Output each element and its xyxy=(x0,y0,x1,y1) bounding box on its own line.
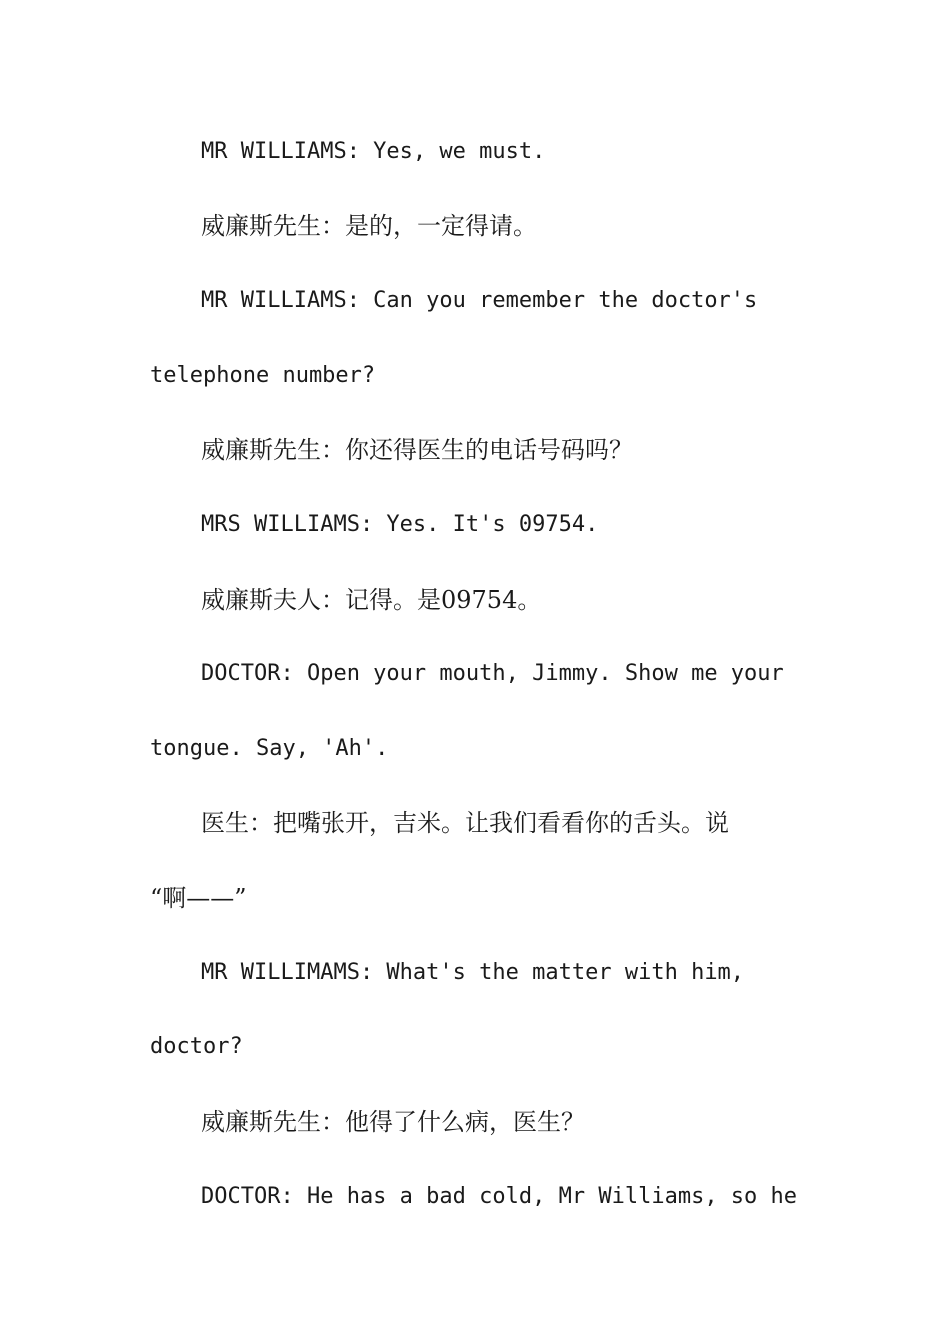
text-line-1: MR WILLIAMS: Yes, we must. xyxy=(201,139,546,164)
text-line-3: MR WILLIAMS: Can you remember the doctor's xyxy=(201,288,758,313)
text-line-12: MR WILLIMAMS: What's the matter with him, xyxy=(201,960,745,985)
text-line-2: 威廉斯先生：是的，一定得请。 xyxy=(201,212,537,240)
text-line-13: doctor? xyxy=(150,1034,243,1059)
text-line-5: 威廉斯先生：你还得医生的电话号码吗？ xyxy=(201,436,633,464)
text-line-7: 威廉斯夫人：记得。是09754。 xyxy=(201,586,542,614)
text-line-9: tongue. Say, 'Ah'. xyxy=(150,736,389,761)
text-line-10: 医生：把嘴张开，吉米。让我们看看你的舌头。说 xyxy=(201,809,729,837)
text-line-11: “啊——” xyxy=(150,884,247,912)
text-line-15: DOCTOR: He has a bad cold, Mr Williams, so he xyxy=(201,1184,798,1209)
text-line-6: MRS WILLIAMS: Yes. It's 09754. xyxy=(201,512,599,537)
text-line-4: telephone number? xyxy=(150,363,376,388)
text-line-8: DOCTOR: Open your mouth, Jimmy. Show me your xyxy=(201,661,784,686)
text-line-14: 威廉斯先生：他得了什么病，医生？ xyxy=(201,1108,585,1136)
